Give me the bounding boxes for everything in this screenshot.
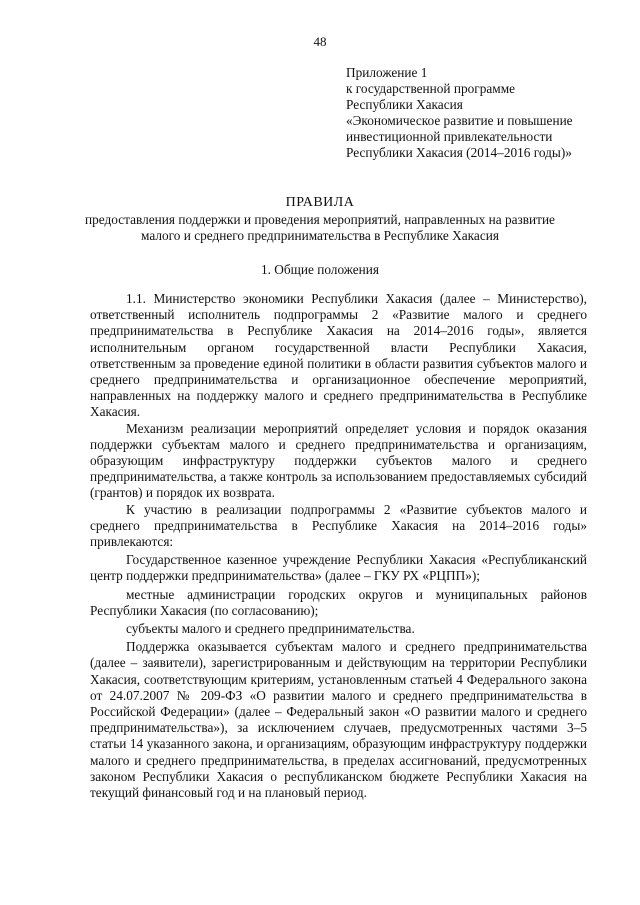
appendix-line: «Экономическое развитие и повышение (346, 113, 573, 128)
paragraph: местные администрации городских округов и муниципальных районов Республики Хакасия (по согласованию); (90, 586, 587, 618)
paragraph: субъекты малого и среднего предпринимательства. (126, 621, 415, 637)
document-title: ПРАВИЛА (285, 195, 355, 210)
paragraph: Поддержка оказывается субъектам малого и среднего предпринимательства (далее – заявители), зарегистрированным и действующим на территории Республики Хакасия, соответствующим критериям, установленным статьей 4 Федерального закона от 24.07.2007 № 209-ФЗ «О развитии малого и среднего предпринимательства в Российской Федерации» (далее – Федеральный закон «О развитии малого и среднего предпринимательства»), за исключением случаев, предусмотренных частями 3–5 статьи 14 указанного закона, и организациям, образующим инфраструктуру поддержки малого и среднего предпринимательства, в пределах ассигнований, предусмотренных законом Республики Хакасия о республиканском бюджете Республики Хакасия на текущий финансовый год и на плановый период. (90, 639, 587, 801)
paragraph: К участию в реализации подпрограммы 2 «Развитие субъектов малого и среднего предпринимательства в Республике Хакасия на 2014–2016 годы» привлекаются: (90, 501, 587, 550)
appendix-header (346, 65, 616, 161)
appendix-line: Республики Хакасия (2014–2016 годы)» (346, 145, 572, 160)
document-subtitle: предоставления поддержки и проведения мероприятий, направленных на развитие малого и среднего предпринимательства в Республике Хакасия (85, 212, 555, 243)
appendix-line: к государственной программе (346, 81, 516, 96)
appendix-line: инвестиционной привлекательности (346, 129, 553, 144)
document-body (90, 291, 587, 801)
paragraph: Механизм реализации мероприятий определяет условия и порядок оказания поддержки субъектам малого и среднего предпринимательства и организациям, образующим инфраструктуру поддержки субъектов малого и среднего предпринимательства, а также контроль за использованием предоставляемых субсидий (грантов) и порядок их возврата. (90, 420, 587, 501)
appendix-line: Республики Хакасия (346, 97, 463, 112)
paragraph: 1.1. Министерство экономики Республики Хакасия (далее – Министерство), ответственный исполнитель подпрограммы 2 «Развитие малого и среднего предпринимательства в Республике Хакасия на 2014–2016 годы», является исполнительным органом государственной власти Республики Хакасия, ответственным за проведение единой политики в области развития субъектов малого и среднего предпринимательства и организационное обеспечение мероприятий, направленных на поддержку малого и среднего предпринимательства в Республике Хакасия. (90, 291, 587, 420)
page-number: 48 (313, 34, 327, 49)
paragraph: Государственное казенное учреждение Республики Хакасия «Республиканский центр поддержки предпринимательства» (далее – ГКУ РХ «РЦПП»); (90, 552, 587, 584)
section-heading: 1. Общие положения (260, 262, 380, 277)
appendix-line: Приложение 1 (346, 65, 428, 80)
